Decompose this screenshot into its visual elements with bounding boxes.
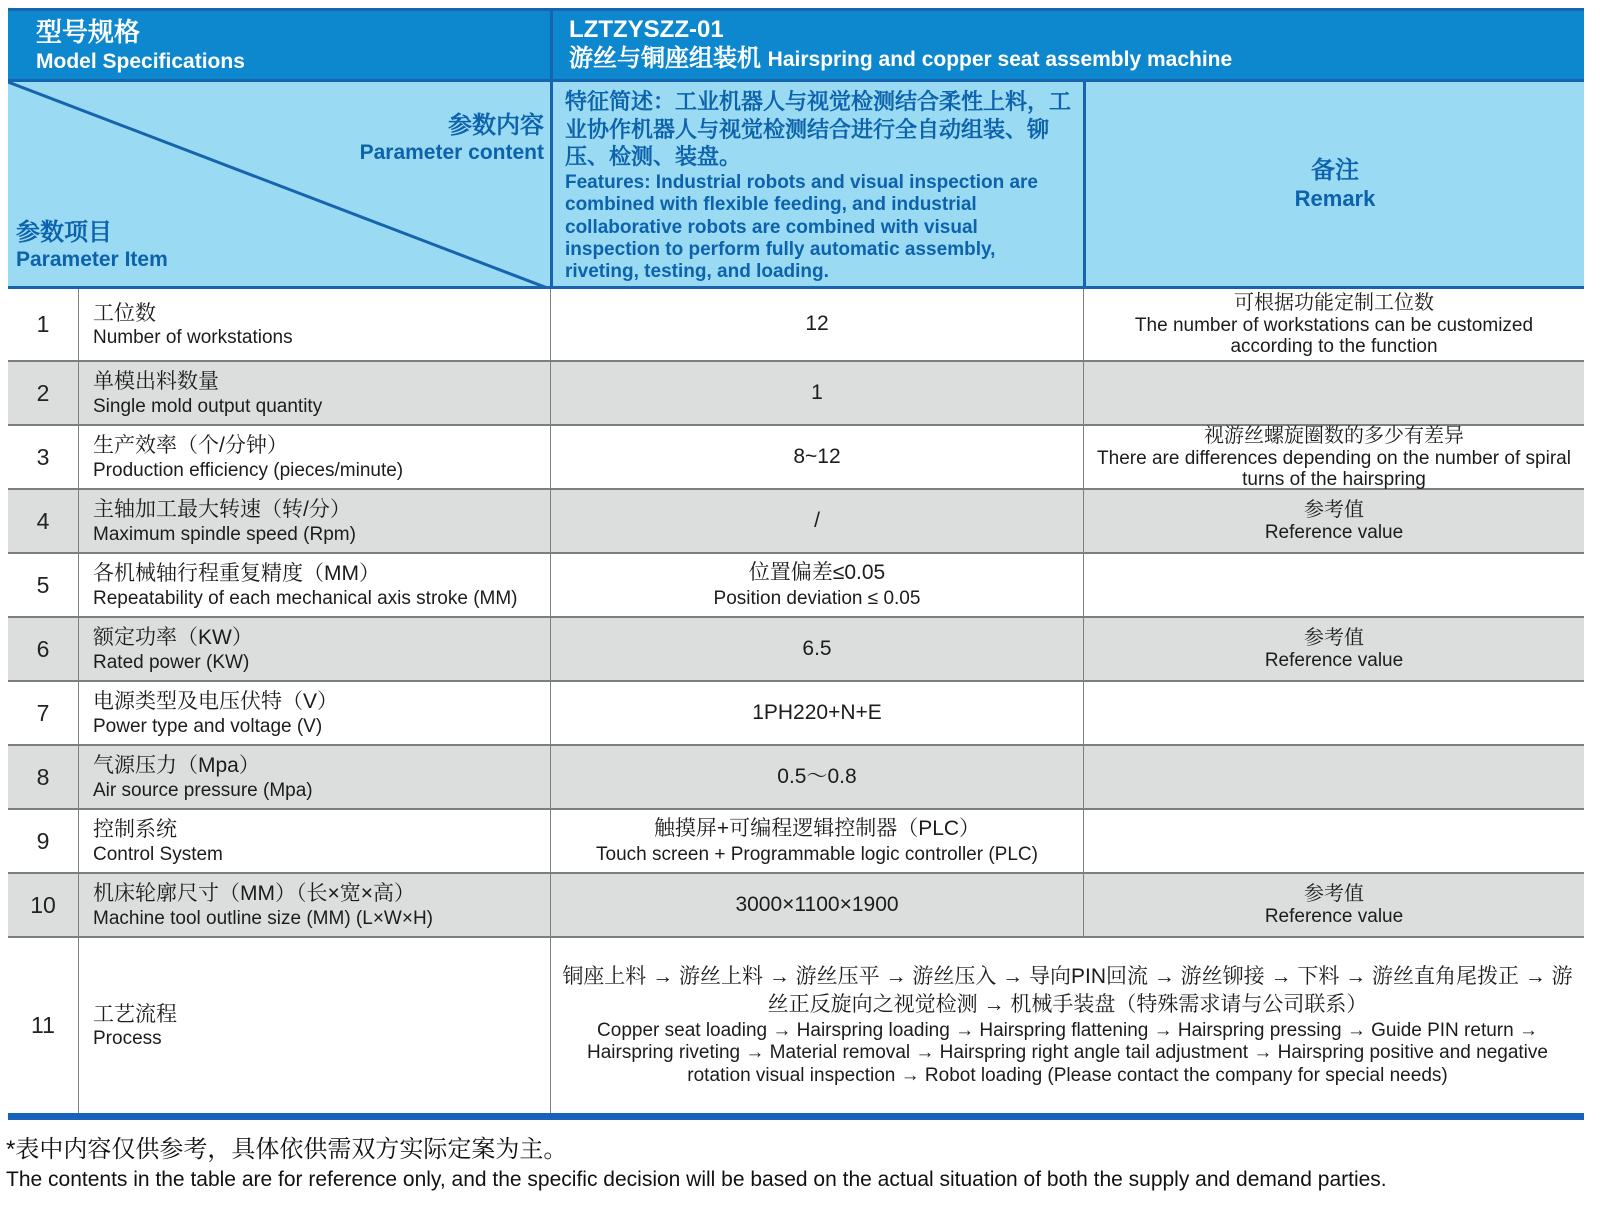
parameter-item-cn: 各机械轴行程重复精度（MM） [93,562,380,586]
parameter-value-cn: 12 [805,312,829,336]
row-number-cell: 11 [31,1012,55,1038]
parameter-value-cn: 8~12 [793,444,841,468]
table-row [8,936,1584,1113]
row-number-cell: 5 [36,571,50,598]
parameter-item-en: Maximum spindle speed (Rpm) [93,523,356,545]
param-item-label-cn: 参数项目 [16,219,112,247]
title-band [8,8,1584,82]
row-number-cell: 4 [36,507,50,534]
parameter-value-en: Position deviation ≤ 0.05 [713,587,921,609]
row-number-cell: 2 [36,379,50,406]
parameter-item-cell [78,938,550,1113]
parameter-item-cn: 控制系统 [93,818,177,842]
remark-en: Reference value [1264,906,1404,928]
parameter-value-cn: 铜座上料 → 游丝上料 → 游丝压平 → 游丝压入 → 导向PIN回流 → 游丝铆接 → 下料 → 游丝直角尾拨正 → 游丝正反旋向之视觉检测 → 机械手装盘（特殊需求请与公司联系） [562,964,1573,1017]
parameter-item-en: Number of workstations [93,327,293,349]
parameter-item-cell [78,618,550,680]
remark-cell [1083,618,1584,680]
remark-cell [1083,874,1584,936]
parameter-value-cell [550,682,1083,744]
row-number-cell: 10 [30,891,56,918]
model-name-header-cell [550,11,1584,79]
parameter-value-cell [550,289,1083,360]
row-number-cell: 3 [36,443,50,470]
parameter-value-cell [550,938,1584,1113]
parameter-value-cn: 1PH220+N+E [752,700,882,724]
table-row [8,360,1584,424]
param-item-label-en: Parameter Item [16,247,168,271]
parameter-item-cn: 生产效率（个/分钟） [93,434,288,458]
remark-en: Reference value [1264,522,1404,544]
remark-cell [1083,362,1584,424]
parameter-item-cell [78,810,550,872]
param-item-label [16,219,168,272]
parameter-value-cn: / [814,508,820,532]
parameter-item-en: Rated power (KW) [93,651,250,673]
remark-en: There are differences depending on the number of spiral turns of the hairspring [1097,447,1571,490]
remark-en: The number of workstations can be customized according to the function [1134,315,1534,357]
footnote-en: The contents in the table are for reference only, and the specific decision will be based on the actual situation of both the supply and demand parties. [6,1168,1387,1192]
remark-cell [1083,554,1584,616]
parameter-value-cell [550,746,1083,808]
parameter-value-cell [550,426,1083,488]
remark-cn: 参考值 [1304,499,1364,522]
table-row [8,289,1584,360]
model-spec-label-en: Model Specifications [36,49,245,73]
remark-en: Reference value [1264,650,1404,672]
remark-cell [1083,490,1584,552]
parameter-item-en: Production efficiency (pieces/minute) [93,459,404,481]
param-content-label-en: Parameter content [359,140,544,164]
remark-cn: 可根据功能定制工位数 [1234,292,1434,315]
remark-cn: 参考值 [1304,627,1364,650]
remark-cell [1083,289,1584,360]
parameter-item-cn: 电源类型及电压伏特（V） [93,690,339,714]
features-text-en: Features: Industrial robots and visual inspection are combined with flexible feeding, and industrial collaborative robots are combined with visual inspection to perform fully automatic assembly, riveting, testing, and loading. [565,172,1038,283]
table-row [8,488,1584,552]
diagonal-split-cell [8,82,550,286]
parameter-value-cell [550,362,1083,424]
spec-rows [8,289,1584,1113]
parameter-item-cn: 主轴加工最大转速（转/分） [93,498,351,522]
features-text-cn: 特征简述：工业机器人与视觉检测结合柔性上料，工业协作机器人与视觉检测结合进行全自动组装、铆压、检测、装盘。 [565,89,1072,170]
parameter-item-cell [78,426,550,488]
machine-name-cn: 游丝与铜座组装机 [569,45,761,73]
parameter-item-en: Air source pressure (Mpa) [93,779,313,801]
parameter-value-cn: 位置偏差≤0.05 [748,561,886,585]
parameter-value-cell [550,554,1083,616]
table-row [8,616,1584,680]
remark-cell [1083,810,1584,872]
parameter-value-cn: 触摸屏+可编程逻辑控制器（PLC） [653,817,981,841]
parameter-item-cell [78,746,550,808]
model-code: LZTZYSZZ-01 [569,15,724,43]
parameter-value-cell [550,618,1083,680]
machine-name-en: Hairspring and copper seat assembly machine [767,48,1233,72]
parameter-item-cell [78,874,550,936]
parameter-item-en: Machine tool outline size (MM) (L×W×H) [93,907,433,929]
parameter-item-cell [78,490,550,552]
parameter-value-cn: 6.5 [802,636,832,660]
table-row [8,552,1584,616]
parameter-item-cn: 单模出料数量 [93,370,219,394]
table-row [8,872,1584,936]
model-spec-label-cn: 型号规格 [36,17,141,48]
row-number-cell: 1 [36,311,50,337]
parameter-value-en: Touch screen + Programmable logic controller (PLC) [596,843,1038,865]
parameter-item-cn: 工位数 [93,301,156,325]
parameter-value-cn: 3000×1100×1900 [735,892,899,916]
parameter-item-cell [78,289,550,360]
spec-sheet [8,8,1584,1120]
machine-name [569,44,1584,74]
remark-header-en: Remark [1294,186,1376,212]
row-number-cell: 9 [36,827,50,854]
table-bottom-border [8,1113,1584,1120]
parameter-item-cell [78,554,550,616]
footnote [6,1134,1600,1195]
features-summary-cell [550,82,1083,286]
row-number-cell: 8 [36,763,50,790]
model-spec-header-cell [8,11,550,79]
row-number-cell: 6 [36,635,50,662]
footnote-cn: *表中内容仅供参考，具体依供需双方实际定案为主。 [6,1136,568,1163]
matrix-header-band [8,82,1584,289]
parameter-value-cn: 0.5～0.8 [777,764,857,788]
parameter-value-cn: 1 [811,380,823,404]
parameter-item-cn: 工艺流程 [93,1002,177,1026]
parameter-item-cell [78,682,550,744]
param-content-label [360,112,544,165]
parameter-value-cell [550,874,1083,936]
param-content-label-cn: 参数内容 [448,112,544,139]
remark-cell [1083,426,1584,488]
parameter-value-cell [550,810,1083,872]
parameter-item-en: Control System [93,843,223,865]
parameter-item-en: Repeatability of each mechanical axis stroke (MM) [93,587,518,609]
parameter-value-en: Copper seat loading → Hairspring loading → Hairspring flattening → Hairspring pressing → Guide PIN return → Hairspring riveting → Material removal → Hairspring right angle tail adjustment → Hairspring positive and negative rotation visual inspection → Robot loading (Please contact the company for special needs) [587,1019,1548,1087]
table-row [8,744,1584,808]
table-row [8,808,1584,872]
remark-header-cell [1083,82,1584,286]
parameter-item-en: Power type and voltage (V) [93,715,323,737]
table-row [8,680,1584,744]
remark-cn: 参考值 [1304,883,1364,906]
parameter-item-en: Single mold output quantity [93,395,323,417]
parameter-item-cn: 气源压力（Mpa） [93,754,260,778]
parameter-item-en: Process [93,1028,162,1050]
remark-cell [1083,746,1584,808]
table-row [8,424,1584,488]
parameter-value-cell [550,490,1083,552]
parameter-item-cn: 机床轮廓尺寸（MM）（长×宽×高） [93,882,416,906]
parameter-item-cell [78,362,550,424]
remark-cell [1083,682,1584,744]
row-number-cell: 7 [36,699,50,726]
remark-cn: 视游丝螺旋圈数的多少有差异 [1204,424,1464,447]
parameter-item-cn: 额定功率（KW） [93,626,253,650]
remark-header-cn: 备注 [1311,157,1359,185]
